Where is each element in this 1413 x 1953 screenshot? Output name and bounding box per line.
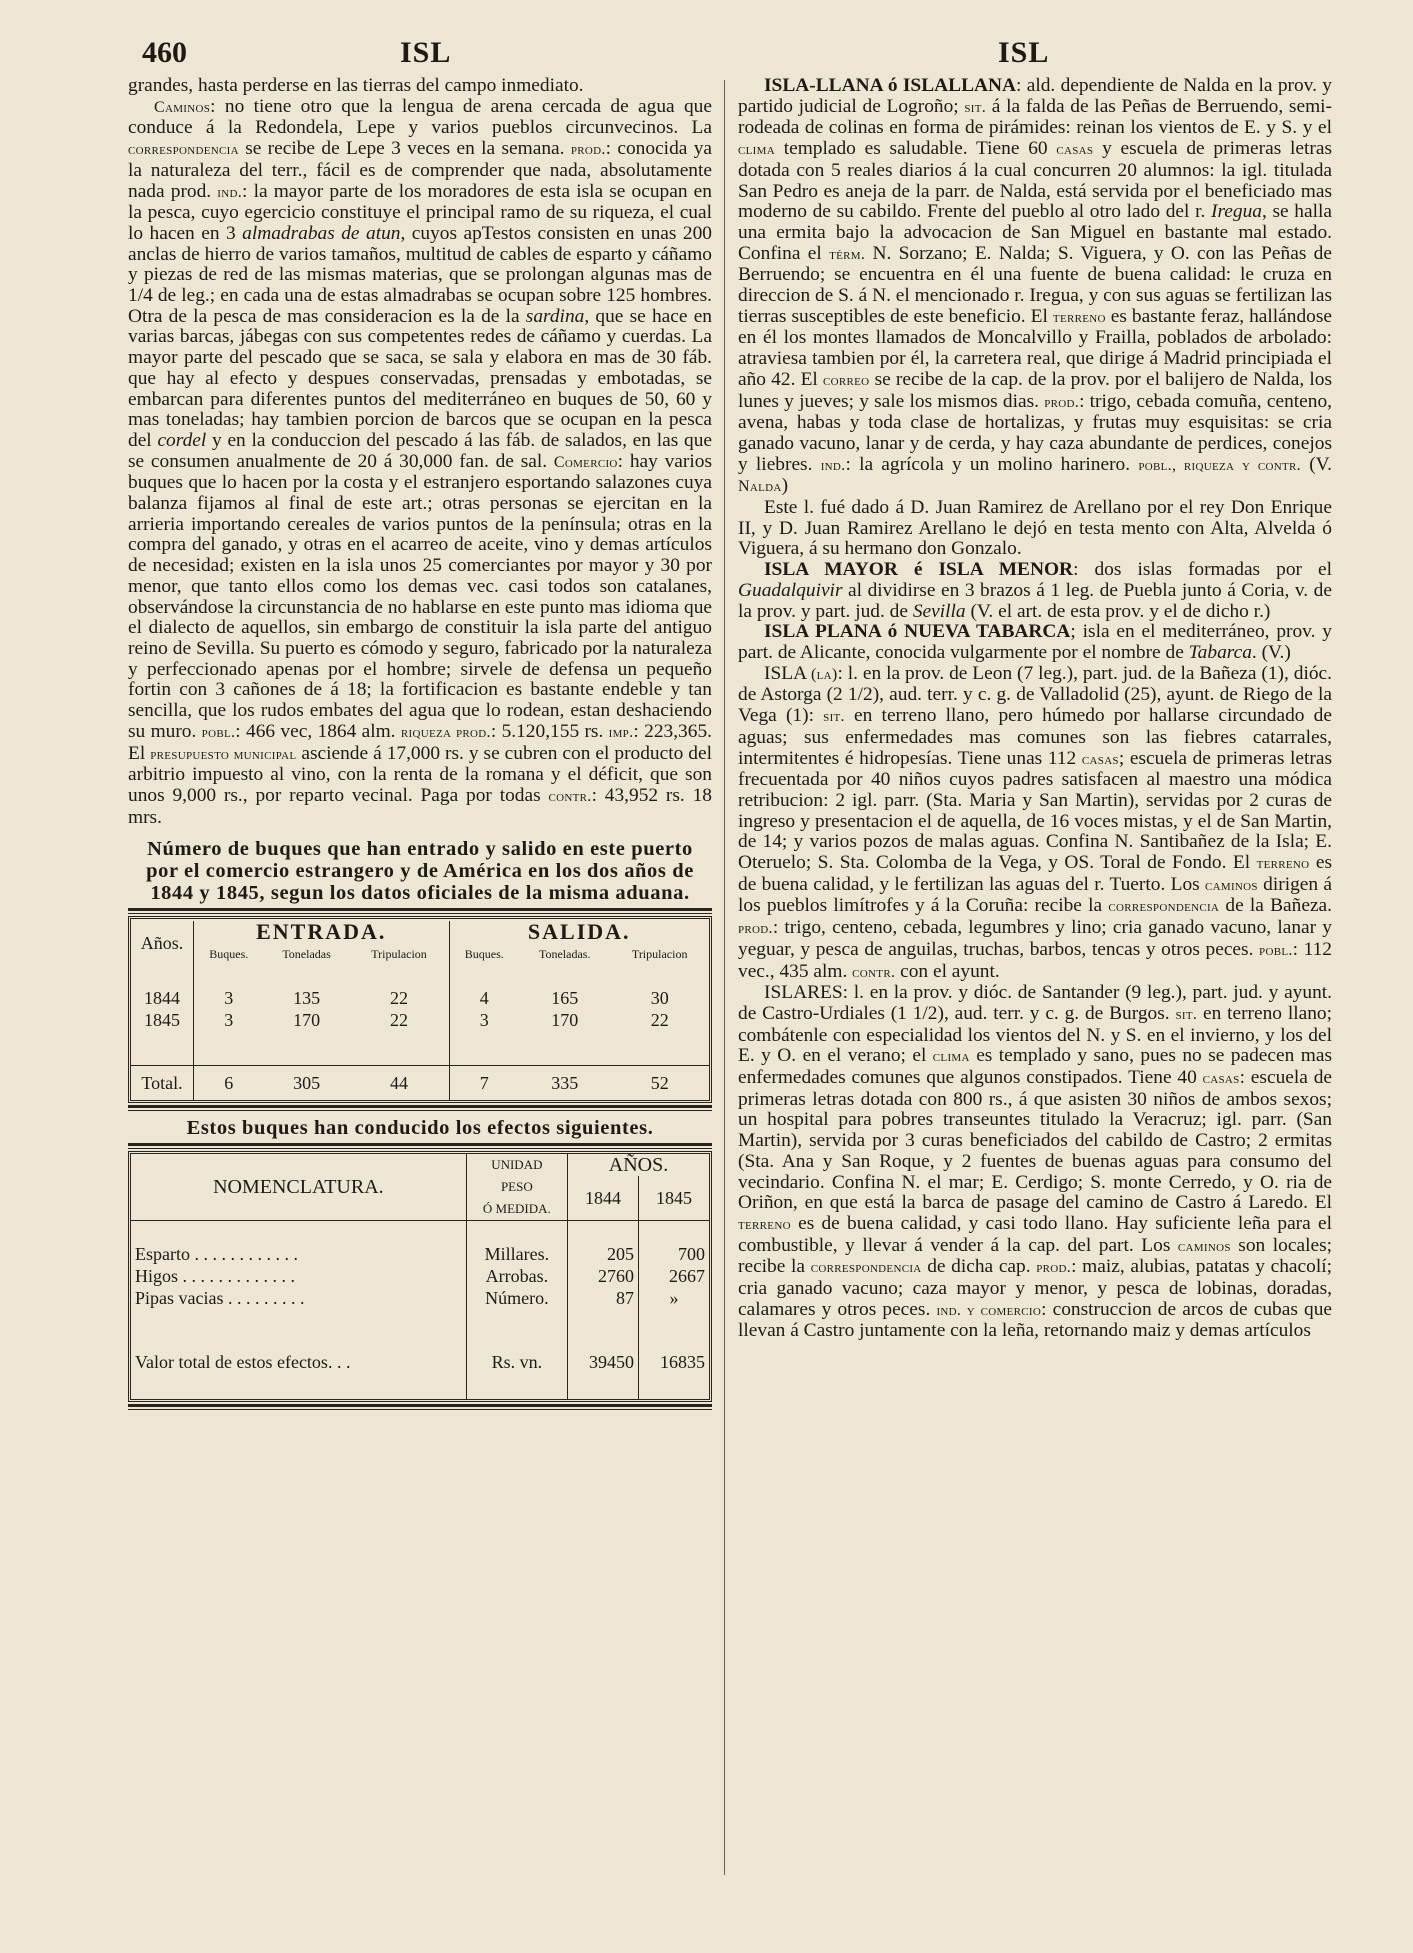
- entry-isla-llana: ISLA-LLANA ó ISLALLANA: ald. dependiente de Nalda en la prov. y partido judicial de Logroño; sit. á la falda de las Peñas de Berruendo, semi-rodeada de colinas en forma de pirámides: reinan los vientos de E. y S. y el clima templado es saludable. Tiene 60 casas y escuela de primeras letras dotada con 5 reales diarios á la cual concurren 20 alumnos: la igl. titulada San Pedro es aneja de la parr. de Nalda, está servida por el beneficiado mas moderno de su cabildo. Frente del pueblo al otro lado del r. Iregua, se halla una ermita bajo la advocacion de San Miguel en bastante mal estado. Confina el térm. N. Sorzano; E. Nalda; S. Viguera, y O. con las Peñas de Berruendo; se encuentra en él una fuente de buena calidad: le cruza en direccion de S. á N. el mencionado r. Iregua, y con sus aguas se fertilizan las tierras susceptibles de este beneficio. El terreno es bastante feraz, hallándose en él los montes llamados de Moncalvillo y Frailla, poblados de arbolado: atraviesa tambien por él, la carretera real, que dirige á Madrid principiada el año 42. El correo se recibe de la cap. de la prov. por el balijero de Nalda, los lunes y jueves; y sale los mismos dias. prod.: trigo, cebada comuña, centeno, avena, habas y toda clase de hortalizas, y frutas muy esquisitas: se cria ganado vacuno, lanar y de cerda, y hay caza abundante de perdices, conejos y liebres. ind.: la agrícola y un molino harinero. pobl., riqueza y contr. (V. Nalda): [738, 75, 1333, 497]
- subheader: Toneladas: [282, 946, 331, 961]
- subheader: Tripulacion: [371, 946, 427, 961]
- table1-frame: [128, 916, 712, 1103]
- nomenclature-label: NOMENCLATURA.: [213, 1175, 384, 1198]
- page-number: 460: [142, 36, 187, 69]
- left-column: [128, 76, 712, 1412]
- subheader: Buques.: [449, 943, 519, 965]
- ships-table: [131, 918, 709, 1100]
- entrada-label: ENTRADA.: [194, 921, 450, 943]
- entry-isla-mayor: ISLA MAYOR é ISLA MENOR: dos islas formadas por el Guadalquivir al dividirse en 3 brazos á 1 leg. de Puebla junto á Coria, v. de la prov. y part. jud. de Sevilla (V. el art. de esta prov. y el de dicho r.): [738, 559, 1332, 622]
- entry-isla-plana: ISLA PLANA ó NUEVA TABARCA; isla en el mediterráneo, prov. y part. de Alicante, conocida vulgarmente por el nombre de Tabarca. (V.): [738, 621, 1333, 663]
- years-label: Años.: [140, 932, 184, 953]
- subheader: Toneladas.: [538, 946, 591, 961]
- divider: [128, 1105, 712, 1111]
- salida-label: SALIDA.: [449, 921, 709, 943]
- divider: [128, 1404, 712, 1410]
- running-head-right: ISL: [998, 36, 1050, 69]
- table-row: Higos . . . . . . . . . . . . . Arrobas. 2760 2667: [131, 1265, 709, 1287]
- divider: [128, 1143, 712, 1149]
- table-total-row: Total. 6 305 44 7 335 52: [131, 1066, 709, 1101]
- goods-table: NOMENCLATURA. UNIDAD AÑOS. PESO 1844 1845 Ó MEDIDA. Esparto . . . . . . . . . . . . Millares. 205 700 Higos . . . . . . . . . . . . . Arrobas. 2760 2667 Pipas vacias . . . . . . . . . Número. 87 » Valor total de estos efectos. . . Rs. vn. 39450 16835: [131, 1154, 709, 1399]
- table-row: 1845 3 170 22 3 170 22: [144, 1009, 669, 1030]
- right-column: [738, 76, 1332, 1342]
- years-label: AÑOS.: [567, 1154, 709, 1176]
- table-total-row: Valor total de estos efectos. . . Rs. vn. 39450 16835: [131, 1347, 709, 1377]
- column-divider: [724, 80, 725, 1875]
- divider: [128, 908, 712, 914]
- paragraph: Caminos: no tiene otro que la lengua de arena cercada de agua que conduce á la Redondela, Lepe y varios pueblos circunvecinos. La correspondencia se recibe de Lepe 3 veces en la semana. prod.: conocida ya la naturaleza del terr., fácil es de comprender que nada, absolutamente nada prod. ind.: la mayor parte de los moradores de esta isla se ocupan en la pesca, cuyo egercicio constituye el principal ramo de su riqueza, el cual lo hacen en 3 almadrabas de atun, cuyos apTestos consisten en unas 200 anclas de hierro de varios tamaños, multitud de cables de esparto y cáñamo y piezas de red de las mismas materias, que se prolongan algunas mas de 1/4 de leg.; en cada una de estas almadrabas se ocupan sobre 125 hombres. Otra de la pesca de mas consideracion es la de la sardina, que se hace en varias barcas, jábegas con sus competentes redes de cáñamo y cuerdas. La mayor parte del pescado que se saca, se sala y elabora en mas de 30 fáb. que hay al efecto y despues conservadas, prensadas y embotadas, se embarcan para diferentes puntos del mediterráneo en buques de 50, 60 y mas toneladas; hay tambien porcion de barcos que se ocupan en la pesca del cordel y en la conduccion del pescado á las fáb. de salados, en las que se consumen anualmente de 20 á 30,000 fan. de sal. Comercio: hay varios buques que lo hacen por la costa y el estranjero esportando salazones cuya balanza fijamos al final de este art.; otras personas se ejercitan en la arrieria importando cereales de varios puntos de la península; otras en la compra del ganado, y otras en el acarreo de aceite, vino y demas artículos de necesidad; existen en la isla unos 25 comerciantes por mayor y 30 por menor, que tanto ellos como los demas vec. casi todos son catalanes, observándose la circunstancia de no hablarse en este punto mas idioma que el dialecto de aquellos, sin embargo de constituir la isla parte del antiguo reino de Sevilla. Su puerto es cómodo y seguro, fabricado por la naturaleza y perfeccionado apenas por el hombre; sirvele de defensa un pequeño fortin con 3 cañones de á 18; la fortificacion es bastante endeble y tan sencilla, que los rudos embates del agua que lo rodean, estan deshaciendo su muro. pobl.: 466 vec, 1864 alm. riqueza prod.: 5.120,155 rs. imp.: 223,365. El presupuesto municipal asciende á 17,000 rs. y se cubren con el producto del arbitrio impuesto al vino, con la renta de la romana y el déficit, que son unos 9,000 rs., por reparto vecinal. Paga por todas contr.: 43,952 rs. 18 mrs.: [128, 95, 713, 828]
- subheader: Tripulacion: [631, 946, 688, 961]
- table1-title: Número de buques que han entrado y salido en este puerto por el comercio estrangero y de América en los dos años de 1844 y 1845, segun los datos oficiales de la misma aduana.: [146, 838, 694, 905]
- entry-isla-la: ISLA (la): l. en la prov. de Leon (7 leg.), part. jud. de la Bañeza (1), dióc. de Astorga (2 1/2), aud. terr. y c. g. de Valladolid (25), ayunt. de Riego de la Vega (1): sit. en terreno llano, pero húmedo por hallarse circundado de aguas; sus enfermedades mas comunes son las fiebres catarrales, intermitentes é hidropesías. Tiene unas 112 casas; escuela de primeras letras frecuentada por 40 niños cuyos padres satisfacen al maestro una módica retribucion: 2 igl. parr. (Sta. Maria y San Martin), servidas por 2 curas de ingreso y presentacion el de aquella, de 16 voces mistas, y el de San Martin, de 14; y varios pozos de malas aguas. Confina N. Santibañez de la Isla; E. Oteruelo; S. Sta. Colomba de la Vega, y OS. Toral de Fondo. El terreno es de buena calidad, y le fertilizan las aguas del r. Tuerto. Los caminos dirigen á los pueblos limítrofes y á la Coruña: recibe la correspondencia de la Bañeza. prod.: trigo, centeno, cebada, legumbres y lino; cria ganado vacuno, lanar y yeguar, y pesca de anguilas, truchas, barbos, tencas y otros peces. pobl.: 112 vec., 435 alm. contr. con el ayunt.: [738, 662, 1333, 982]
- table-row: Pipas vacias . . . . . . . . . Número. 87 »: [131, 1287, 709, 1309]
- table2-frame: [128, 1151, 712, 1402]
- paragraph: grandes, hasta perderse en las tierras del campo inmediato.: [128, 75, 584, 96]
- table-row: 1844 3 135 22 4 165 30: [144, 987, 669, 1008]
- entry-history: Este l. fué dado á D. Juan Ramirez de Arellano por el rey Don Enrique II, y D. Juan Ramirez Arellano le dejó en testa mento con Alta, Alvelda ó Viguera, á su hermano don Gonzalo.: [738, 497, 1332, 560]
- table2-title: Estos buques han conducido los efectos siguientes.: [186, 1117, 654, 1140]
- entry-islares: ISLARES: l. en la prov. y dióc. de Santander (9 leg.), part. jud. y ayunt. de Castro-Urdiales (1 1/2), aud. terr. y c. g. de Burgos. sit. en terreno llano; combátenle con especialidad los vientos del N. y S. en el invierno, y los del E. y O. en el verano; el clima es templado y sano, pues no se padecen mas enfermedades comunes que algunos constipados. Tiene 40 casas: escuela de primeras letras dotada con 800 rs., á que asisten 30 niños de ambos sexos; un hospital para pobres transeuntes titulado la Veracruz; igl. parr. (San Martin), servida por 3 curas beneficiados del cabildo de Castro; 2 ermitas (Sta. Ana y San Roque, y 2 fuentes de buenas aguas para consumo del vecindario. Confina N. el mar; E. Cerdigo; S. monte Cerredo, y O. ria de Oriñon, en que está la barca de pasage del camino de Castro á Laredo. El terreno es de buena calidad, y casi todo llano. Hay suficiente leña para el combustible, y llevar á vender á la cap. del part. Los caminos son locales; recibe la correspondencia de dicha cap. prod.: maiz, alubias, patatas y chacolí; cria ganado vacuno; caza mayor y menor, y pesca de lobinas, doradas, calamares y otros peces. ind. y comercio: construccion de arcos de cubas que llevan á Castro juntamente con la leña, retornando maiz y demas artículos: [738, 982, 1333, 1342]
- table-row: Esparto . . . . . . . . . . . . Millares. 205 700: [131, 1243, 709, 1265]
- subheader: Buques.: [194, 943, 264, 965]
- running-header: [0, 36, 1413, 76]
- running-head-left: ISL: [400, 36, 452, 69]
